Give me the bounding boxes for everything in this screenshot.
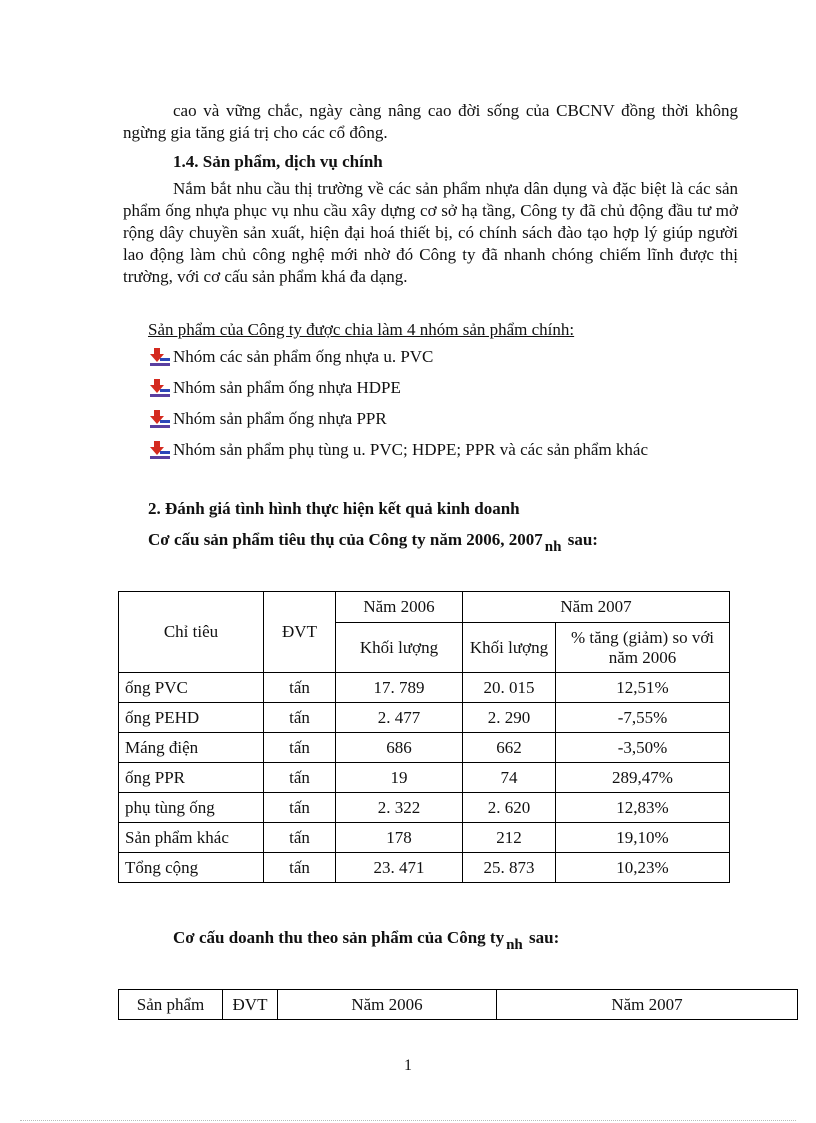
row-unit: tấn (264, 763, 336, 793)
row-pct: 12,83% (556, 793, 730, 823)
section-2-title: 2. Đánh giá tình hình thực hiện kết quả kinh doanh (148, 499, 520, 518)
intro-paragraph: cao và vững chắc, ngày càng nâng cao đời sống của CBCNV đồng thời không ngừng gia tăng giá trị cho các cổ đông. (123, 101, 738, 142)
row-2007: 2. 290 (463, 703, 556, 733)
row-unit: tấn (264, 673, 336, 703)
section-2-subtitle-text: Cơ cấu sản phẩm tiêu thụ của Công ty năm 2006, 2007 (148, 530, 543, 549)
table-row (119, 823, 730, 853)
row-name: Tổng cộng (119, 853, 264, 883)
row-pct: 19,10% (556, 823, 730, 853)
header-2006: Năm 2006 (336, 592, 463, 623)
arrow-bullet-icon (150, 441, 170, 459)
arrow-bullet-icon (150, 379, 170, 397)
product-groups-intro: Sản phẩm của Công ty được chia làm 4 nhóm sản phẩm chính: (148, 320, 575, 339)
section-2-subtitle-end: sau: (567, 530, 598, 549)
row-name: ống PEHD (119, 703, 264, 733)
row-2006: 19 (336, 763, 463, 793)
row-pct: 12,51% (556, 673, 730, 703)
row-pct: 10,23% (556, 853, 730, 883)
header-2007: Năm 2007 (497, 990, 798, 1020)
header-dvt: ĐVT (223, 990, 278, 1020)
subheader-khoi-luong-2007: Khối lượng (463, 623, 556, 673)
table-row-total (119, 853, 730, 883)
row-name: ống PPR (119, 763, 264, 793)
row-name: Sản phẩm khác (119, 823, 264, 853)
header-2007: Năm 2007 (463, 592, 730, 623)
section-2-subtitle (148, 530, 598, 555)
product-group-label: Nhóm sản phẩm ống nhựa PPR (173, 409, 387, 428)
row-2007: 662 (463, 733, 556, 763)
page-bottom-divider (20, 1120, 796, 1121)
row-2007: 212 (463, 823, 556, 853)
row-unit: tấn (264, 853, 336, 883)
product-group-label: Nhóm sản phẩm phụ tùng u. PVC; HDPE; PPR và các sản phẩm khác (173, 440, 649, 459)
header-chi-tieu: Chỉ tiêu (119, 592, 264, 673)
row-name: phụ tùng ống (119, 793, 264, 823)
row-2006: 686 (336, 733, 463, 763)
section-2-subtitle-nh: nh (544, 539, 562, 555)
revenue-heading (173, 928, 560, 953)
row-2006: 2. 322 (336, 793, 463, 823)
row-2007: 25. 873 (463, 853, 556, 883)
revenue-heading-nh: nh (506, 937, 523, 953)
subheader-pct: % tăng (giảm) so với năm 2006 (556, 623, 730, 673)
row-pct: -7,55% (556, 703, 730, 733)
row-2007: 74 (463, 763, 556, 793)
product-group-label: Nhóm sản phẩm ống nhựa HDPE (173, 378, 401, 397)
row-unit: tấn (264, 823, 336, 853)
product-group-item (150, 347, 433, 367)
arrow-bullet-icon (150, 348, 170, 366)
row-unit: tấn (264, 733, 336, 763)
row-2007: 2. 620 (463, 793, 556, 823)
row-name: Máng điện (119, 733, 264, 763)
table-row (119, 733, 730, 763)
row-2006: 2. 477 (336, 703, 463, 733)
revenue-heading-text: Cơ cấu doanh thu theo sản phẩm của Công ty (173, 928, 505, 947)
row-pct: -3,50% (556, 733, 730, 763)
row-2006: 23. 471 (336, 853, 463, 883)
header-san-pham: Sản phẩm (119, 990, 223, 1020)
header-2006: Năm 2006 (278, 990, 497, 1020)
product-consumption-table (118, 591, 730, 883)
row-2006: 17. 789 (336, 673, 463, 703)
table-row (119, 793, 730, 823)
revenue-structure-table (118, 989, 798, 1020)
table-row (119, 703, 730, 733)
row-unit: tấn (264, 703, 336, 733)
table-row (119, 763, 730, 793)
header-dvt: ĐVT (264, 592, 336, 673)
page-number: 1 (404, 1057, 412, 1074)
row-pct: 289,47% (556, 763, 730, 793)
row-unit: tấn (264, 793, 336, 823)
revenue-heading-end: sau: (529, 928, 560, 947)
row-name: ống PVC (119, 673, 264, 703)
table-row (119, 673, 730, 703)
row-2007: 20. 015 (463, 673, 556, 703)
row-2006: 178 (336, 823, 463, 853)
product-group-label: Nhóm các sản phẩm ống nhựa u. PVC (173, 347, 434, 366)
subheader-khoi-luong-2006: Khối lượng (336, 623, 463, 673)
product-group-item (150, 409, 387, 429)
arrow-bullet-icon (150, 410, 170, 428)
section-1-4-title: 1.4. Sản phẩm, dịch vụ chính (173, 152, 383, 171)
section-1-4-paragraph: Nắm bắt nhu cầu thị trường về các sản phẩm nhựa dân dụng và đặc biệt là các sản phẩm ống nhựa phục vụ nhu cầu xây dựng cơ sở hạ tầng, Công ty đã chủ động đầu tư mở rộng dây chuyền sản xuất, hiện đại hoá thiết bị, có chính sách đào tạo hợp lý giúp người lao động làm chủ công nghệ mới nhờ đó Công ty đã nhanh chóng chiếm lĩnh được thị trường, với cơ cấu sản phẩm khá đa dạng. (123, 179, 738, 286)
product-group-item (150, 440, 648, 460)
product-group-item (150, 378, 401, 398)
